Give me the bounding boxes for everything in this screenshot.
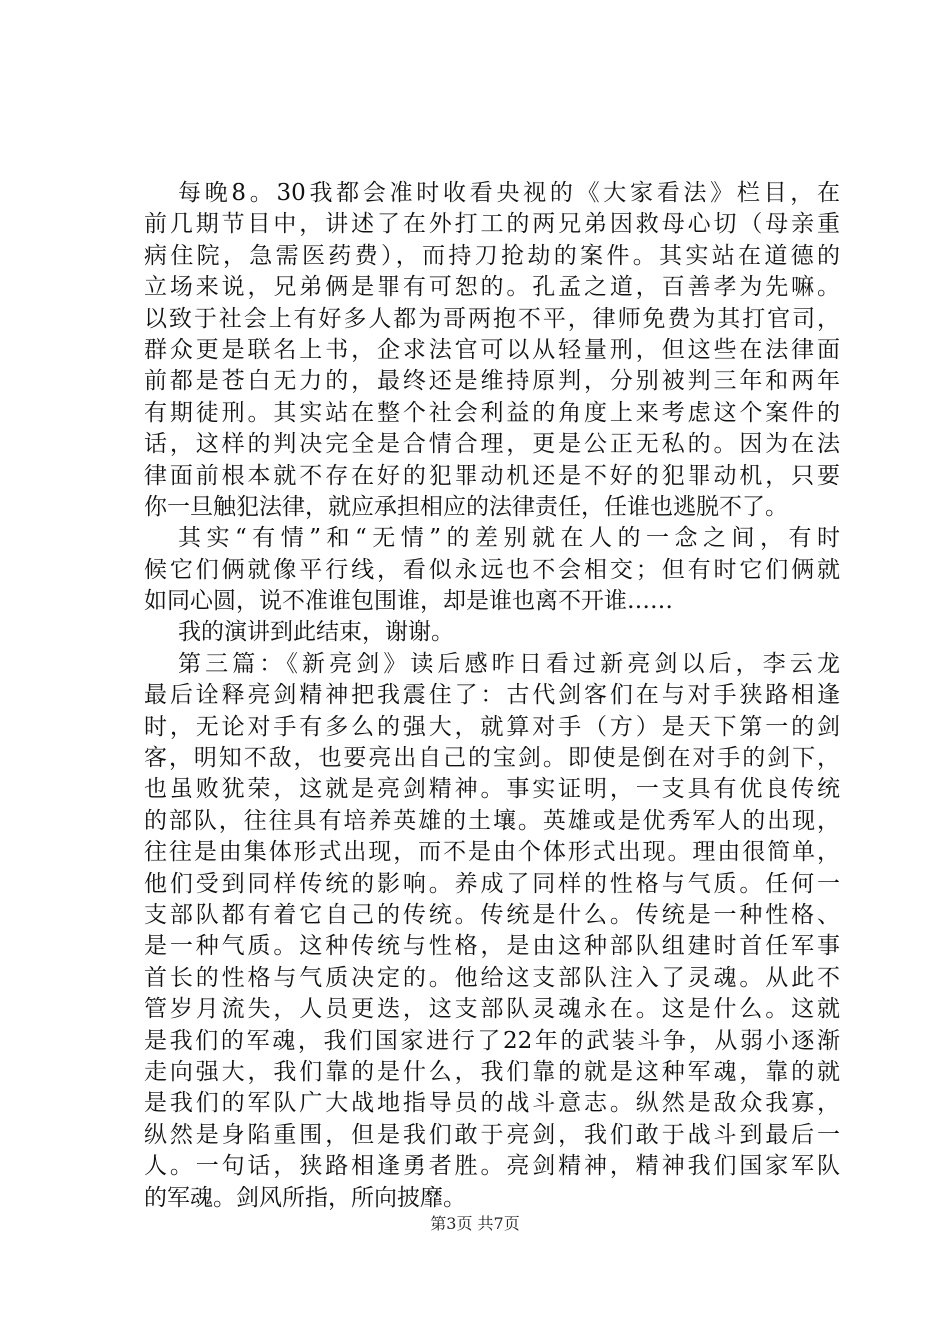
text-line: 是我们的军魂，我们国家进行了22年的武装斗争，从弱小逐渐 [144, 1027, 840, 1054]
text-line: 你一旦触犯法律，就应承担相应的法律责任，任谁也逃脱不了。 [144, 493, 788, 520]
text-line: 前几期节目中，讲述了在外打工的两兄弟因救母心切（母亲重 [144, 211, 840, 238]
text-line: 律面前根本就不存在好的犯罪动机还是不好的犯罪动机，只要 [144, 462, 840, 489]
text-line: 第三篇：《新亮剑》读后感昨日看过新亮剑以后，李云龙 [178, 650, 840, 677]
text-line: 最后诠释亮剑精神把我震住了：古代剑客们在与对手狭路相逢 [144, 682, 840, 709]
text-line: 的部队，往往具有培养英雄的土壤。英雄或是优秀军人的出现， [144, 807, 840, 834]
text-line: 其实“有情”和“无情”的差别就在人的一念之间，有时 [178, 525, 840, 552]
page-footer [0, 1214, 950, 1234]
text-line: 群众更是联名上书，企求法官可以从轻量刑，但这些在法律面 [144, 336, 840, 363]
text-line: 时，无论对手有多么的强大，就算对手（方）是天下第一的剑 [144, 713, 840, 740]
text-line: 病住院，急需医药费），而持刀抢劫的案件。其实站在道德的 [144, 242, 840, 269]
text-line: 他们受到同样传统的影响。养成了同样的性格与气质。任何一 [144, 870, 840, 897]
text-line: 以致于社会上有好多人都为哥两抱不平，律师免费为其打官司， [144, 305, 840, 332]
text-line: 支部队都有着它自己的传统。传统是什么。传统是一种性格、 [144, 901, 840, 928]
text-line: 的军魂。剑风所指，所向披靡。 [144, 1184, 466, 1211]
text-line: 有期徒刑。其实站在整个社会利益的角度上来考虑这个案件的 [144, 399, 840, 426]
text-line: 每晚8。30我都会准时收看央视的《大家看法》栏目，在 [178, 180, 840, 206]
text-line: 纵然是身陷重围，但是我们敢于亮剑，我们敢于战斗到最后一 [144, 1121, 840, 1148]
text-line: 如同心圆，说不准谁包围谁，却是谁也离不开谁…… [144, 588, 673, 615]
text-line: 走向强大，我们靠的是什么，我们靠的就是这种军魂，靠的就 [144, 1058, 840, 1085]
page-number-label: 第3页 共7页 [430, 1214, 520, 1233]
text-line: 话，这样的判决完全是合情合理，更是公正无私的。因为在法 [144, 431, 840, 458]
text-line: 是一种气质。这种传统与性格，是由这种部队组建时首任军事 [144, 933, 840, 960]
text-line: 也虽败犹荣，这就是亮剑精神。事实证明，一支具有优良传统 [144, 776, 840, 803]
text-line: 往往是由集体形式出现，而不是由个体形式出现。理由很简单， [144, 839, 840, 866]
text-line: 我的演讲到此结束，谢谢。 [178, 619, 454, 646]
text-line: 管岁月流失，人员更迭，这支部队灵魂永在。这是什么。这就 [144, 996, 840, 1023]
body-text [144, 178, 840, 1214]
text-line: 候它们俩就像平行线，看似永远也不会相交；但有时它们俩就 [144, 556, 840, 583]
text-line: 前都是苍白无力的，最终还是维持原判，分别被判三年和两年 [144, 368, 840, 395]
text-line: 首长的性格与气质决定的。他给这支部队注入了灵魂。从此不 [144, 964, 840, 991]
text-line: 客，明知不敌，也要亮出自己的宝剑。即使是倒在对手的剑下， [144, 745, 840, 772]
text-line: 人。一句话，狭路相逢勇者胜。亮剑精神，精神我们国家军队 [144, 1153, 840, 1180]
text-line: 立场来说，兄弟俩是罪有可恕的。孔孟之道，百善孝为先嘛。 [144, 274, 840, 301]
text-line: 是我们的军队广大战地指导员的战斗意志。纵然是敌众我寡， [144, 1090, 840, 1117]
